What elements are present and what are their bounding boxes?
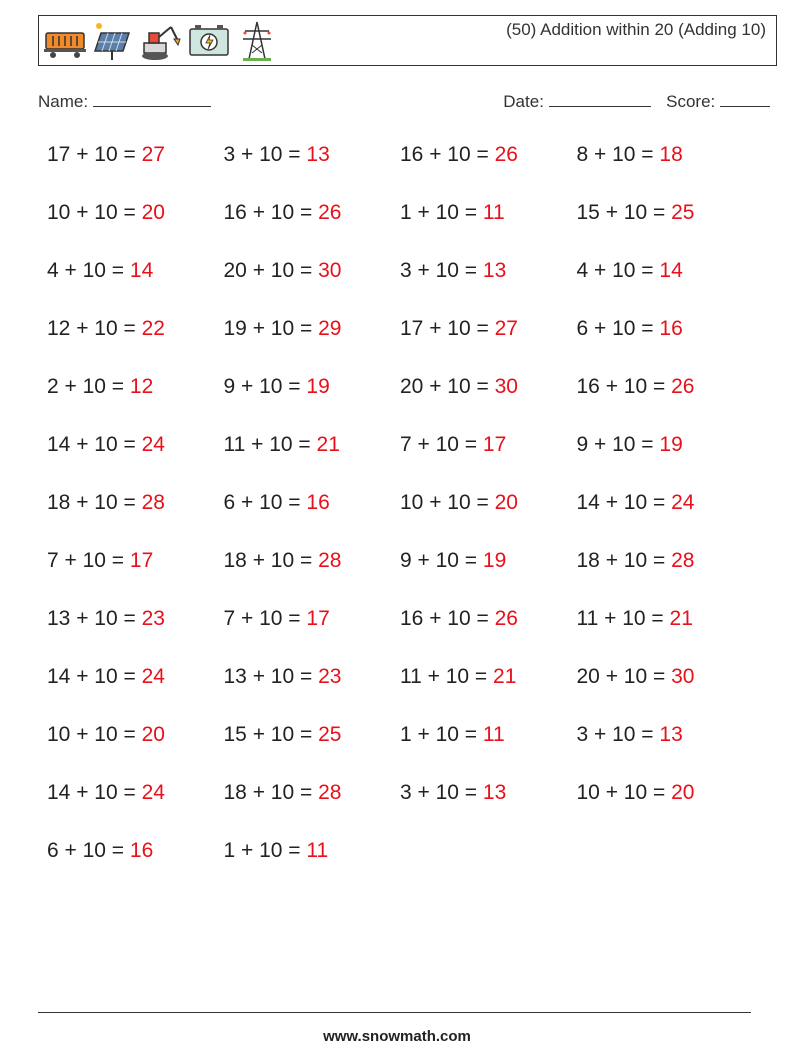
problem-item — [400, 662, 516, 692]
problem-item — [577, 140, 683, 170]
problem-item — [224, 488, 330, 518]
problem-item — [47, 604, 165, 634]
problem-item — [400, 720, 505, 750]
problem-expression: 4 + 10 = — [576, 259, 660, 282]
problem-expression: 12 + 10 = — [47, 317, 142, 340]
problem-answer: 21 — [493, 665, 517, 688]
problem-item — [224, 140, 330, 170]
problem-item — [47, 546, 153, 576]
problem-answer: 13 — [306, 143, 330, 166]
problem-answer: 21 — [316, 433, 340, 456]
problem-expression: 14 + 10 = — [47, 665, 142, 688]
problem-item — [400, 604, 518, 634]
problem-answer: 28 — [318, 549, 342, 572]
problem-answer: 26 — [494, 607, 518, 630]
excavator-icon — [139, 19, 183, 63]
problem-expression: 19 + 10 = — [223, 317, 319, 340]
problem-expression: 9 + 10 = — [400, 549, 483, 572]
problem-item — [47, 256, 153, 286]
problem-expression: 16 + 10 = — [576, 375, 672, 398]
problem-answer: 26 — [494, 143, 518, 166]
problem-item — [47, 662, 165, 692]
problem-answer: 28 — [671, 549, 695, 572]
problem-expression: 20 + 10 = — [223, 259, 319, 282]
freight-car-icon — [43, 19, 87, 63]
problem-expression: 2 + 10 = — [47, 375, 130, 398]
problem-answer: 30 — [318, 259, 342, 282]
problem-expression: 11 + 10 = — [400, 665, 494, 688]
problem-answer: 28 — [318, 781, 342, 804]
problem-answer: 19 — [482, 549, 507, 572]
problem-expression: 6 + 10 = — [576, 317, 660, 340]
problem-item — [400, 778, 506, 808]
problem-item — [577, 546, 695, 576]
problem-expression: 10 + 10 = — [400, 491, 495, 514]
header-icons — [43, 18, 279, 64]
power-tower-icon — [235, 19, 279, 63]
problem-answer: 20 — [494, 491, 518, 514]
date-score-fields — [503, 92, 770, 112]
problem-answer: 11 — [482, 201, 505, 224]
problem-answer: 13 — [659, 723, 683, 746]
problem-expression: 17 + 10 = — [47, 143, 142, 166]
problem-expression: 13 + 10 = — [47, 607, 142, 630]
problem-answer: 25 — [671, 201, 695, 224]
worksheet-header — [38, 15, 777, 66]
problem-answer: 11 — [482, 723, 505, 746]
name-blank[interactable] — [93, 92, 211, 107]
date-blank[interactable] — [549, 92, 651, 107]
problem-answer: 21 — [669, 607, 693, 630]
problem-answer: 22 — [141, 317, 165, 340]
problem-expression: 6 + 10 = — [223, 491, 307, 514]
problem-item — [400, 140, 518, 170]
solar-panel-icon — [91, 19, 135, 63]
problem-expression: 18 + 10 = — [223, 549, 319, 572]
problem-expression: 8 + 10 = — [576, 143, 660, 166]
problem-expression: 3 + 10 = — [576, 723, 660, 746]
problem-expression: 4 + 10 = — [47, 259, 130, 282]
problem-item — [224, 546, 342, 576]
problem-expression: 18 + 10 = — [223, 781, 319, 804]
name-label: Name: — [38, 92, 89, 111]
date-label: Date: — [503, 92, 544, 111]
problem-answer: 29 — [318, 317, 342, 340]
problem-item — [577, 662, 695, 692]
problem-answer: 19 — [659, 433, 683, 456]
problem-expression: 15 + 10 = — [576, 201, 672, 224]
name-field[interactable] — [38, 92, 211, 112]
problem-answer: 24 — [141, 665, 165, 688]
problem-expression: 13 + 10 = — [223, 665, 319, 688]
problem-answer: 16 — [659, 317, 683, 340]
problem-answer: 17 — [306, 607, 330, 630]
problem-answer: 23 — [318, 665, 342, 688]
score-blank[interactable] — [720, 92, 770, 107]
problem-answer: 19 — [306, 375, 330, 398]
problem-item — [400, 430, 506, 460]
problem-item — [577, 314, 683, 344]
problem-answer: 18 — [659, 143, 683, 166]
problem-item — [224, 662, 342, 692]
footer-url: www.snowmath.com — [323, 1028, 471, 1045]
problem-expression: 11 + 10 = — [576, 607, 670, 630]
problem-item — [47, 314, 165, 344]
problem-expression: 3 + 10 = — [223, 143, 307, 166]
problem-item — [400, 314, 518, 344]
problem-item — [400, 256, 506, 286]
problem-item — [47, 836, 153, 866]
problem-answer: 12 — [129, 375, 154, 398]
problem-expression: 9 + 10 = — [223, 375, 307, 398]
problem-answer: 17 — [129, 549, 154, 572]
problem-item — [224, 720, 342, 750]
problem-expression: 14 + 10 = — [47, 433, 142, 456]
problem-item — [400, 372, 518, 402]
problem-item — [47, 720, 165, 750]
problem-item — [400, 198, 505, 228]
problem-item — [400, 546, 506, 576]
problem-item — [224, 314, 342, 344]
score-label: Score: — [666, 92, 716, 111]
problem-expression: 20 + 10 = — [576, 665, 672, 688]
problem-answer: 25 — [318, 723, 342, 746]
problem-answer: 14 — [659, 259, 683, 282]
problem-expression: 11 + 10 = — [223, 433, 317, 456]
problem-item — [224, 256, 342, 286]
problem-item — [47, 198, 165, 228]
problem-expression: 17 + 10 = — [400, 317, 495, 340]
problem-item — [224, 836, 329, 866]
problem-expression: 6 + 10 = — [47, 839, 130, 862]
problem-expression: 7 + 10 = — [47, 549, 130, 572]
problem-answer: 20 — [671, 781, 695, 804]
problem-item — [400, 488, 518, 518]
problem-answer: 24 — [141, 781, 165, 804]
problem-expression: 16 + 10 = — [223, 201, 319, 224]
problem-item — [224, 430, 340, 460]
problem-item — [577, 198, 695, 228]
problem-answer: 28 — [141, 491, 165, 514]
problem-expression: 1 + 10 = — [400, 723, 483, 746]
worksheet-title: (50) Addition within 20 (Adding 10) — [506, 20, 766, 39]
problem-item — [47, 778, 165, 808]
problem-item — [577, 488, 695, 518]
problem-answer: 20 — [141, 723, 165, 746]
problem-answer: 13 — [482, 781, 507, 804]
problem-expression: 7 + 10 = — [223, 607, 307, 630]
problem-expression: 18 + 10 = — [576, 549, 672, 572]
problem-answer: 17 — [482, 433, 507, 456]
problem-answer: 27 — [494, 317, 518, 340]
problem-item — [577, 256, 683, 286]
problem-answer: 24 — [141, 433, 165, 456]
problem-expression: 10 + 10 = — [47, 201, 142, 224]
problem-answer: 20 — [141, 201, 165, 224]
problem-item — [577, 372, 695, 402]
problem-item — [47, 372, 153, 402]
problem-expression: 14 + 10 = — [576, 491, 672, 514]
problem-answer: 26 — [318, 201, 342, 224]
problem-item — [224, 604, 330, 634]
problem-expression: 7 + 10 = — [400, 433, 483, 456]
problem-expression: 18 + 10 = — [47, 491, 142, 514]
problem-expression: 3 + 10 = — [400, 259, 483, 282]
problem-expression: 15 + 10 = — [223, 723, 319, 746]
problem-answer: 24 — [671, 491, 695, 514]
problem-answer: 16 — [129, 839, 154, 862]
problem-item — [577, 778, 695, 808]
problem-item — [224, 198, 342, 228]
battery-icon — [187, 19, 231, 63]
problem-expression: 10 + 10 = — [576, 781, 672, 804]
problem-item — [577, 430, 683, 460]
problem-expression: 3 + 10 = — [400, 781, 483, 804]
problem-item — [47, 430, 165, 460]
problem-expression: 20 + 10 = — [400, 375, 495, 398]
problem-expression: 16 + 10 = — [400, 143, 495, 166]
problem-answer: 30 — [671, 665, 695, 688]
problem-answer: 11 — [306, 839, 329, 862]
footer-divider — [38, 1012, 751, 1013]
problem-answer: 27 — [141, 143, 165, 166]
problem-item — [47, 140, 165, 170]
problem-answer: 16 — [306, 491, 330, 514]
problem-expression: 16 + 10 = — [400, 607, 495, 630]
problem-item — [224, 372, 330, 402]
problem-item — [47, 488, 165, 518]
problem-item — [224, 778, 342, 808]
problem-expression: 1 + 10 = — [223, 839, 307, 862]
problem-answer: 26 — [671, 375, 695, 398]
problem-expression: 9 + 10 = — [576, 433, 660, 456]
problem-answer: 14 — [129, 259, 154, 282]
problem-answer: 13 — [482, 259, 507, 282]
problem-expression: 10 + 10 = — [47, 723, 142, 746]
problem-answer: 23 — [141, 607, 165, 630]
problem-expression: 1 + 10 = — [400, 201, 483, 224]
problem-item — [577, 720, 683, 750]
problem-item — [577, 604, 693, 634]
problem-expression: 14 + 10 = — [47, 781, 142, 804]
problem-answer: 30 — [494, 375, 518, 398]
